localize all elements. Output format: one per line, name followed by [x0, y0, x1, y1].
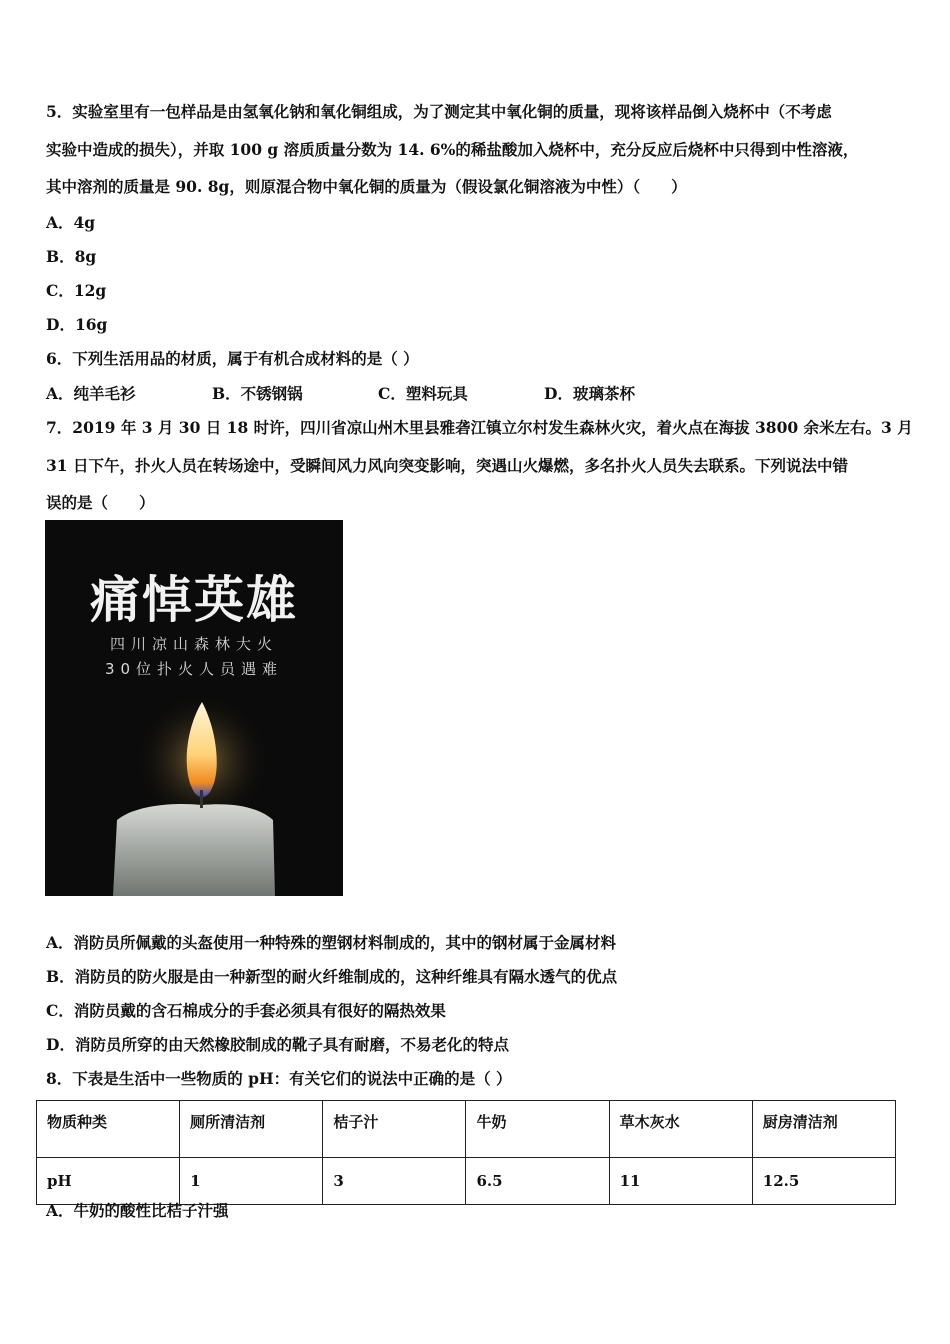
q7-stem-line-3: 误的是（ ） — [46, 493, 155, 512]
candle-graphic — [45, 520, 343, 896]
table-header-cell: 物质种类 — [37, 1101, 180, 1158]
ph-table — [36, 1100, 896, 1205]
table-cell: 12.5 — [752, 1158, 895, 1205]
q5-option-b: B．8g — [46, 247, 97, 266]
q8-stem: 8．下表是生活中一些物质的 pH：有关它们的说法中正确的是（ ） — [46, 1069, 512, 1088]
table-header-cell: 厨房清洁剂 — [752, 1101, 895, 1158]
q5-option-a: A．4g — [46, 213, 96, 232]
memorial-candle-image — [45, 520, 343, 896]
table-cell: 1 — [180, 1158, 323, 1205]
q7-option-d: D．消防员所穿的由天然橡胶制成的靴子具有耐磨，不易老化的特点 — [46, 1035, 509, 1054]
table-row — [37, 1158, 896, 1205]
table-cell: 3 — [323, 1158, 466, 1205]
table-row — [37, 1101, 896, 1158]
q7-option-a: A．消防员所佩戴的头盔使用一种特殊的塑钢材料制成的，其中的钢材属于金属材料 — [46, 933, 617, 952]
q6-options-row — [46, 382, 635, 404]
q6-option-b: B．不锈钢锅 — [212, 384, 303, 403]
table-cell: pH — [37, 1158, 180, 1205]
q5-stem-line-3: 其中溶剂的质量是 90. 8g，则原混合物中氧化铜的质量为（假设氯化铜溶液为中性）（ ） — [46, 177, 687, 196]
table-header-cell: 牛奶 — [466, 1101, 609, 1158]
candle-wax — [113, 804, 275, 896]
q7-option-b: B．消防员的防火服是由一种新型的耐火纤维制成的，这种纤维具有隔水透气的优点 — [46, 967, 618, 986]
q5-option-d: D．16g — [46, 315, 108, 334]
q6-stem: 6．下列生活用品的材质，属于有机合成材料的是（ ） — [46, 349, 419, 368]
q5-option-c: C．12g — [46, 281, 107, 300]
candle-wick — [200, 790, 203, 808]
image-subtitle-2: 30位扑火人员遇难 — [104, 660, 284, 678]
q6-option-a: A．纯羊毛衫 — [46, 384, 136, 403]
q7-option-c: C．消防员戴的含石棉成分的手套必须具有很好的隔热效果 — [46, 1001, 446, 1020]
q6-option-c: C．塑料玩具 — [378, 384, 468, 403]
table-header-cell: 桔子汁 — [323, 1101, 466, 1158]
table-header-cell: 草木灰水 — [609, 1101, 752, 1158]
q5-stem-line-1: 5．实验室里有一包样品是由氢氧化钠和氧化铜组成，为了测定其中氧化铜的质量，现将该样品倒入烧杯中（不考虑 — [46, 102, 832, 121]
table-header-cell: 厕所清洁剂 — [180, 1101, 323, 1158]
table-cell: 6.5 — [466, 1158, 609, 1205]
image-subtitle-1: 四川凉山森林大火 — [109, 635, 278, 653]
q6-option-d: D．玻璃茶杯 — [544, 384, 635, 403]
q5-stem-line-2: 实验中造成的损失），并取 100 g 溶质质量分数为 14. 6%的稀盐酸加入烧杯中，充分反应后烧杯中只得到中性溶液， — [46, 140, 859, 159]
q7-stem-line-1: 7．2019 年 3 月 30 日 18 时许，四川省凉山州木里县雅砻江镇立尔村发生森林火灾，着火点在海拔 3800 余米左右。3 月 — [46, 418, 913, 437]
q7-stem-line-2: 31 日下午，扑火人员在转场途中，受瞬间风力风向突变影响，突遇山火爆燃，多名扑火人员失去联系。下列说法中错 — [46, 456, 848, 475]
q8-option-a: A．牛奶的酸性比桔子汁强 — [46, 1201, 229, 1220]
image-title: 痛悼英雄 — [90, 571, 298, 629]
table-cell: 11 — [609, 1158, 752, 1205]
